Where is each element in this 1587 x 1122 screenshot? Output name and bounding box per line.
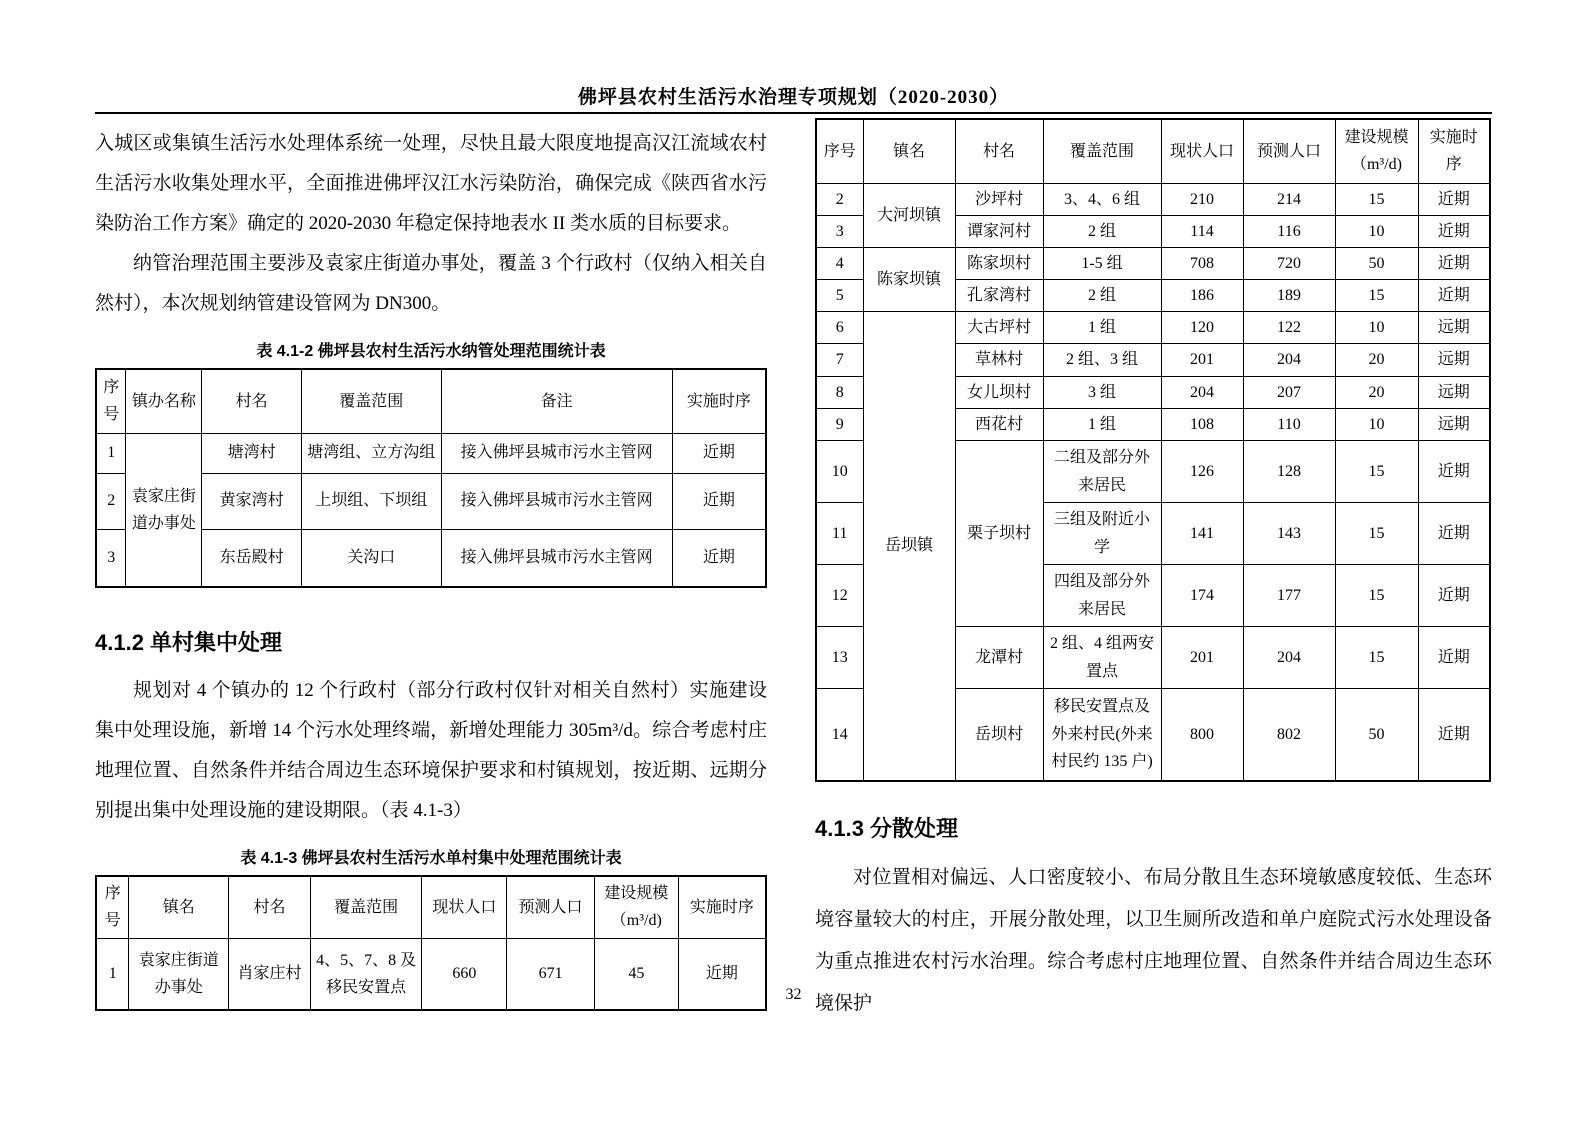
table-cell: 204 (1161, 376, 1243, 408)
table-cell: 近期 (1418, 280, 1490, 312)
table-cell: 201 (1161, 627, 1243, 689)
table-cell: 陈家坝镇 (863, 247, 955, 311)
table-cell: 1 组 (1043, 312, 1161, 344)
table-cell: 岳坝村 (955, 689, 1043, 781)
table-cell: 141 (1161, 503, 1243, 565)
table-cell: 207 (1243, 376, 1335, 408)
table-cell: 13 (816, 627, 863, 689)
table-cell: 15 (1335, 565, 1418, 627)
table-cell: 草林村 (955, 344, 1043, 376)
table-cell: 二组及部分外来居民 (1043, 441, 1161, 503)
table-cell: 3 (816, 215, 863, 247)
table-cell: 2 (816, 183, 863, 215)
table-cell: 接入佛坪县城市污水主管网 (441, 473, 672, 529)
table-header-cell: 镇名 (863, 119, 955, 183)
table-cell: 黄家湾村 (202, 473, 302, 529)
page-number: 32 (785, 986, 802, 1003)
table-cell: 女儿坝村 (955, 376, 1043, 408)
table-cell: 袁家庄街道办事处 (129, 938, 229, 1010)
table-cell: 6 (816, 312, 863, 344)
table-cell: 660 (422, 938, 507, 1010)
table-cell: 2 (96, 473, 126, 529)
table-cell: 116 (1243, 215, 1335, 247)
table-cell: 189 (1243, 280, 1335, 312)
table-header-cell: 预测人口 (507, 876, 595, 938)
header-divider (95, 112, 1492, 114)
table-cell: 20 (1335, 344, 1418, 376)
left-column (95, 124, 767, 1011)
table-cell: 50 (1335, 247, 1418, 279)
table-cell: 108 (1161, 408, 1243, 440)
table-cell: 720 (1243, 247, 1335, 279)
table-header-cell: 建设规模（m³/d) (1335, 119, 1418, 183)
table-cell: 塘湾村 (202, 433, 302, 473)
table-cell: 接入佛坪县城市污水主管网 (441, 433, 672, 473)
table-cell: 陈家坝村 (955, 247, 1043, 279)
table-cell: 50 (1335, 689, 1418, 781)
table-cell: 671 (507, 938, 595, 1010)
table-cell: 214 (1243, 183, 1335, 215)
table-cell: 3 组 (1043, 376, 1161, 408)
table-cell: 201 (1161, 344, 1243, 376)
table-cell: 岳坝镇 (863, 312, 955, 781)
table-cell: 近期 (1418, 689, 1490, 781)
table-cell: 15 (1335, 441, 1418, 503)
table-header-cell: 现状人口 (1161, 119, 1243, 183)
table-header-cell: 序号 (816, 119, 863, 183)
table-header-cell: 村名 (229, 876, 311, 938)
table-header-cell: 预测人口 (1243, 119, 1335, 183)
table-cell: 110 (1243, 408, 1335, 440)
section-heading-4-1-3: 4.1.3 分散处理 (815, 815, 959, 841)
table-cell: 15 (1335, 503, 1418, 565)
table-cell: 10 (1335, 408, 1418, 440)
table-cell: 210 (1161, 183, 1243, 215)
table-cell: 143 (1243, 503, 1335, 565)
table-cell: 2 组 (1043, 280, 1161, 312)
table-cell: 袁家庄街道办事处 (126, 433, 202, 587)
table-cell: 近期 (1418, 503, 1490, 565)
table-cell: 接入佛坪县城市污水主管网 (441, 529, 672, 587)
table-cell: 4、5、7、8 及移民安置点 (310, 938, 422, 1010)
table-cell: 114 (1161, 215, 1243, 247)
table-cell: 近期 (1418, 183, 1490, 215)
paragraph-disperse: 对位置相对偏远、人口密度较小、布局分散且生态环境敏感度较低、生态环境容量较大的村庄，开展分散处理，以卫生厕所改造和单户庭院式污水处理设备为重点推进农村污水治理。综合考虑村庄地理位置、自然条件并结合周边生态环境保护 (815, 866, 1492, 1014)
table-cell: 上坝组、下坝组 (301, 473, 441, 529)
table-cell: 近期 (672, 473, 766, 529)
table-cell: 移民安置点及外来村民(外来村民约 135 户) (1043, 689, 1161, 781)
table-header-cell: 备注 (441, 369, 672, 433)
table-cell: 174 (1161, 565, 1243, 627)
table-cell: 3 (96, 529, 126, 587)
table-cell: 大古坪村 (955, 312, 1043, 344)
table-cell: 近期 (678, 938, 766, 1010)
table-header-cell: 序号 (96, 876, 129, 938)
paragraph-plan: 规划对 4 个镇办的 12 个行政村（部分行政村仅针对相关自然村）实施建设集中处理设施，新增 14 个污水处理终端，新增处理能力 305m³/d。综合考虑村庄地理位置、自然条件并结合周边生态环境保护要求和村镇规划，按近期、远期分别提出集中处理设施的建设期限。（表 4.1-3） (95, 680, 767, 821)
table-4-1-3-continued-container (815, 118, 1492, 782)
table-header-cell: 覆盖范围 (301, 369, 441, 433)
table-cell: 204 (1243, 627, 1335, 689)
table-cell: 7 (816, 344, 863, 376)
table-cell: 1-5 组 (1043, 247, 1161, 279)
table-cell: 谭家河村 (955, 215, 1043, 247)
table-cell: 14 (816, 689, 863, 781)
page-header-title: 佛坪县农村生活污水治理专项规划（2020-2030） (577, 87, 1010, 108)
table-header-cell: 镇办名称 (126, 369, 202, 433)
table-cell: 10 (1335, 312, 1418, 344)
paragraph-nag-scope: 纳管治理范围主要涉及袁家庄街道办事处，覆盖 3 个行政村（仅纳入相关自然村），本次规划纳管建设管网为 DN300。 (95, 253, 767, 314)
paragraph-intro: 入城区或集镇生活污水处理体系统一处理，尽快且最大限度地提高汉江流域农村生活污水收集处理水平，全面推进佛坪汉江水污染防治，确保完成《陕西省水污染防治工作方案》确定的 2020-2030 年稳定保持地表水 II 类水质的目标要求。 (95, 133, 767, 234)
table-header-cell: 实施时序 (672, 369, 766, 433)
table-cell: 四组及部分外来居民 (1043, 565, 1161, 627)
table-header-cell: 覆盖范围 (1043, 119, 1161, 183)
table-cell: 1 组 (1043, 408, 1161, 440)
table-cell: 2 组、4 组两安置点 (1043, 627, 1161, 689)
table-cell: 1 (96, 938, 129, 1010)
table-cell: 龙潭村 (955, 627, 1043, 689)
table-header-cell: 实施时序 (678, 876, 766, 938)
table-header-cell: 村名 (202, 369, 302, 433)
table-cell: 西花村 (955, 408, 1043, 440)
table-cell: 15 (1335, 280, 1418, 312)
table-cell: 126 (1161, 441, 1243, 503)
table-4-1-3-caption: 表 4.1-3 佛坪县农村生活污水单村集中处理范围统计表 (240, 850, 622, 867)
table-cell: 10 (816, 441, 863, 503)
table-cell: 708 (1161, 247, 1243, 279)
single_village_part2-table (815, 118, 1491, 782)
table-cell: 近期 (1418, 441, 1490, 503)
table-cell: 近期 (1418, 627, 1490, 689)
table-cell: 800 (1161, 689, 1243, 781)
table-header-cell: 覆盖范围 (310, 876, 422, 938)
table-cell: 177 (1243, 565, 1335, 627)
table-4-1-2-caption: 表 4.1-2 佛坪县农村生活污水纳管处理范围统计表 (256, 343, 606, 360)
table-cell: 9 (816, 408, 863, 440)
table-cell: 15 (1335, 627, 1418, 689)
table-cell: 孔家湾村 (955, 280, 1043, 312)
table-cell: 186 (1161, 280, 1243, 312)
table-cell: 3、4、6 组 (1043, 183, 1161, 215)
table-cell: 近期 (1418, 215, 1490, 247)
right-column (815, 118, 1492, 1025)
table-4-1-2-container (95, 368, 767, 588)
table-cell: 大河坝镇 (863, 183, 955, 247)
table-header-cell: 现状人口 (422, 876, 507, 938)
table-cell: 肖家庄村 (229, 938, 311, 1010)
table-cell: 45 (594, 938, 678, 1010)
table-cell: 15 (1335, 183, 1418, 215)
table-header-cell: 镇名 (129, 876, 229, 938)
table-header-cell: 序号 (96, 369, 126, 433)
table-cell: 2 组 (1043, 215, 1161, 247)
table-cell: 近期 (1418, 565, 1490, 627)
table-cell: 远期 (1418, 344, 1490, 376)
table-cell: 近期 (672, 529, 766, 587)
table-cell: 近期 (1418, 247, 1490, 279)
table-cell: 11 (816, 503, 863, 565)
table-cell: 1 (96, 433, 126, 473)
table-header-cell: 村名 (955, 119, 1043, 183)
table-header-cell: 实施时序 (1418, 119, 1490, 183)
table-header-cell: 建设规模（m³/d) (594, 876, 678, 938)
table-cell: 802 (1243, 689, 1335, 781)
table-cell: 20 (1335, 376, 1418, 408)
nag_range-table (95, 368, 767, 588)
table-cell: 128 (1243, 441, 1335, 503)
table-cell: 122 (1243, 312, 1335, 344)
table-cell: 塘湾组、立方沟组 (301, 433, 441, 473)
table-cell: 2 组、3 组 (1043, 344, 1161, 376)
table-cell: 204 (1243, 344, 1335, 376)
table-cell: 三组及附近小学 (1043, 503, 1161, 565)
table-cell: 近期 (672, 433, 766, 473)
table-cell: 12 (816, 565, 863, 627)
table-cell: 8 (816, 376, 863, 408)
table-cell: 栗子坝村 (955, 441, 1043, 627)
table-cell: 东岳殿村 (202, 529, 302, 587)
table-cell: 关沟口 (301, 529, 441, 587)
table-cell: 4 (816, 247, 863, 279)
table-cell: 10 (1335, 215, 1418, 247)
table-cell: 远期 (1418, 312, 1490, 344)
table-cell: 远期 (1418, 408, 1490, 440)
table-cell: 远期 (1418, 376, 1490, 408)
table-cell: 5 (816, 280, 863, 312)
table-cell: 120 (1161, 312, 1243, 344)
table-cell: 沙坪村 (955, 183, 1043, 215)
section-heading-4-1-2: 4.1.2 单村集中处理 (95, 630, 283, 655)
